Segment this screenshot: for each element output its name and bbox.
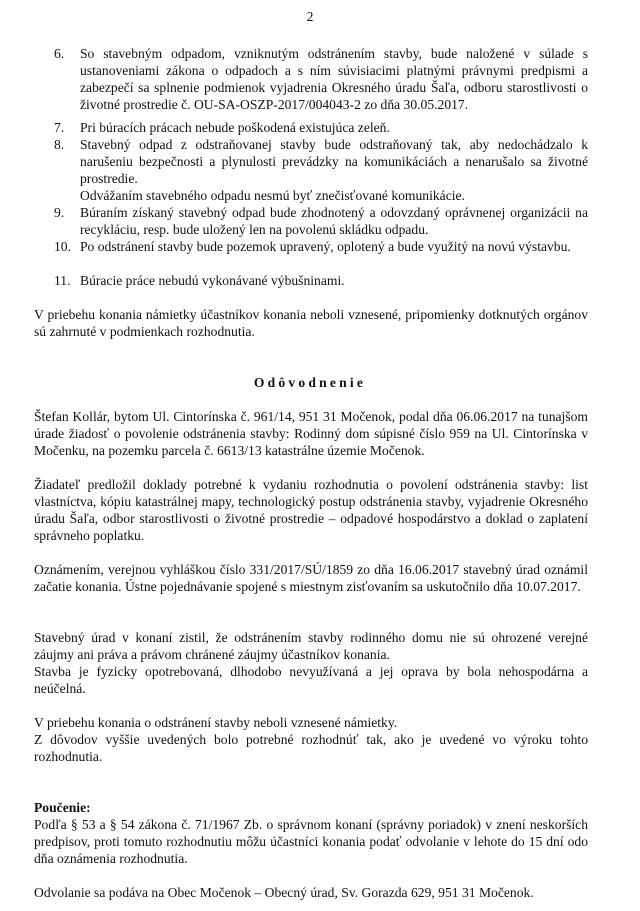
- instruction-text: Podľa § 53 a § 54 zákona č. 71/1967 Zb. o správnom konaní (správny poriadok) v znení neskorších predpisov, proti tomuto rozhodnutiu môžu účastníci konania podať odvolanie v lehote do 15 dní odo dňa oznámenia rozhodnutia.: [34, 817, 588, 866]
- condition-number: 9.: [54, 205, 65, 220]
- no-objections-sentence: V priebehu konania o odstránení stavby neboli vznesené námietky.: [34, 715, 398, 730]
- documents-paragraph: Žiadateľ predložil doklady potrebné k vydaniu rozhodnutia o povolení odstránenia stavby: list vlastníctva, kópiu katastrálnej mapy, technologický postup odstránenia stavby, vyjadrenie Okresného úradu Šaľa, odbor starostlivosti o životné prostredie – odpadové hospodárstvo a doklad o zaplatení správneho poplatku.: [34, 477, 588, 543]
- condition-number: 7.: [54, 120, 65, 135]
- findings-paragraph: [34, 629, 588, 697]
- section-heading: Odôvodnenie: [253, 375, 367, 390]
- condition-text: Búracie práce nebudú vykonávané výbušninami.: [80, 273, 345, 288]
- condition-item: [54, 45, 588, 113]
- condition-text-continued: Odvážaním stavebného odpadu nesmú byť znečisťované komunikácie.: [80, 188, 465, 203]
- conclusion-paragraph: [34, 714, 588, 765]
- page-number: 2: [306, 9, 314, 24]
- condition-item: [54, 136, 588, 204]
- objections-note: V priebehu konania námietky účastníkov konania neboli vznesené, pripomienky dotknutých orgánov sú zahrnuté v podmienkach rozhodnutia.: [34, 307, 588, 339]
- condition-text: Pri búracích prácach nebude poškodená existujúca zeleň.: [80, 120, 390, 135]
- condition-number: 11.: [54, 273, 71, 288]
- finding-public-interest: Stavebný úrad v konaní zistil, že odstránením stavby rodinného domu nie sú ohrozené verejné záujmy ani práva a právom chránené záujmy účastníkov konania.: [34, 630, 588, 662]
- condition-text: Búraním získaný stavebný odpad bude zhodnotený a odovzdaný oprávnenej organizácii na recykláciu, resp. bude uložený len na povolenú skládku odpadu.: [80, 205, 588, 237]
- condition-item: [54, 238, 588, 255]
- conclusion-sentence: Z dôvodov vyššie uvedených bolo potrebné rozhodnúť tak, ako je uvedené vo výroku tohto rozhodnutia.: [34, 732, 588, 764]
- applicant-paragraph: Štefan Kollár, bytom Ul. Cintorínska č. 961/14, 951 31 Močenok, podal dňa 06.06.2017 na tunajšom úrade žiadosť o povolenie odstránenia stavby: Rodinný dom súpisné číslo 959 na Ul. Cintorínska v Močenku, na pozemku parcela č. 6613/13 katastrálne územie Močenok.: [34, 409, 588, 458]
- notice-paragraph: Oznámením, verejnou vyhláškou číslo 331/2017/SÚ/1859 zo dňa 16.06.2017 stavebný úrad oznámil začatie konania. Ústne pojednávanie spojené s miestnym zisťovaním sa uskutočnilo dňa 10.07.2017.: [34, 562, 588, 594]
- condition-item: [54, 119, 588, 136]
- instruction-label: Poučenie:: [34, 800, 91, 815]
- finding-building-condition: Stavba je fyzicky opotrebovaná, dlhodobo nevyužívaná a jej oprava by bola nehospodárna a neúčelná.: [34, 664, 588, 696]
- condition-number: 10.: [54, 239, 71, 254]
- instruction-block: [34, 799, 588, 867]
- condition-number: 8.: [54, 137, 65, 152]
- condition-text: So stavebným odpadom, vzniknutým odstránením stavby, bude naložené v súlade s ustanoveniami zákona o odpadoch a s ním súvisiacimi platnými právnymi predpismi a zabezpečí sa splnenie podmienok vyjadrenia Okresného úradu Šaľa, odboru starostlivosti o životné prostredie č. OU-SA-OSZP-2017/004043-2 zo dňa 30.05.2017.: [80, 46, 588, 112]
- condition-text: Stavebný odpad z odstraňovanej stavby bude odstraňovaný tak, aby nedochádzalo k narušeniu bezpečnosti a plynulosti prevádzky na komunikáciách a nenarušalo sa životné prostredie.: [80, 137, 588, 186]
- condition-text: Po odstránení stavby bude pozemok upravený, oplotený a bude využitý na novú výstavbu.: [80, 239, 571, 254]
- condition-item: [54, 272, 588, 289]
- condition-number: 6.: [54, 46, 65, 61]
- appeal-address: Odvolanie sa podáva na Obec Močenok – Obecný úrad, Sv. Gorazda 629, 951 31 Močenok.: [34, 885, 534, 900]
- condition-item: [54, 204, 588, 238]
